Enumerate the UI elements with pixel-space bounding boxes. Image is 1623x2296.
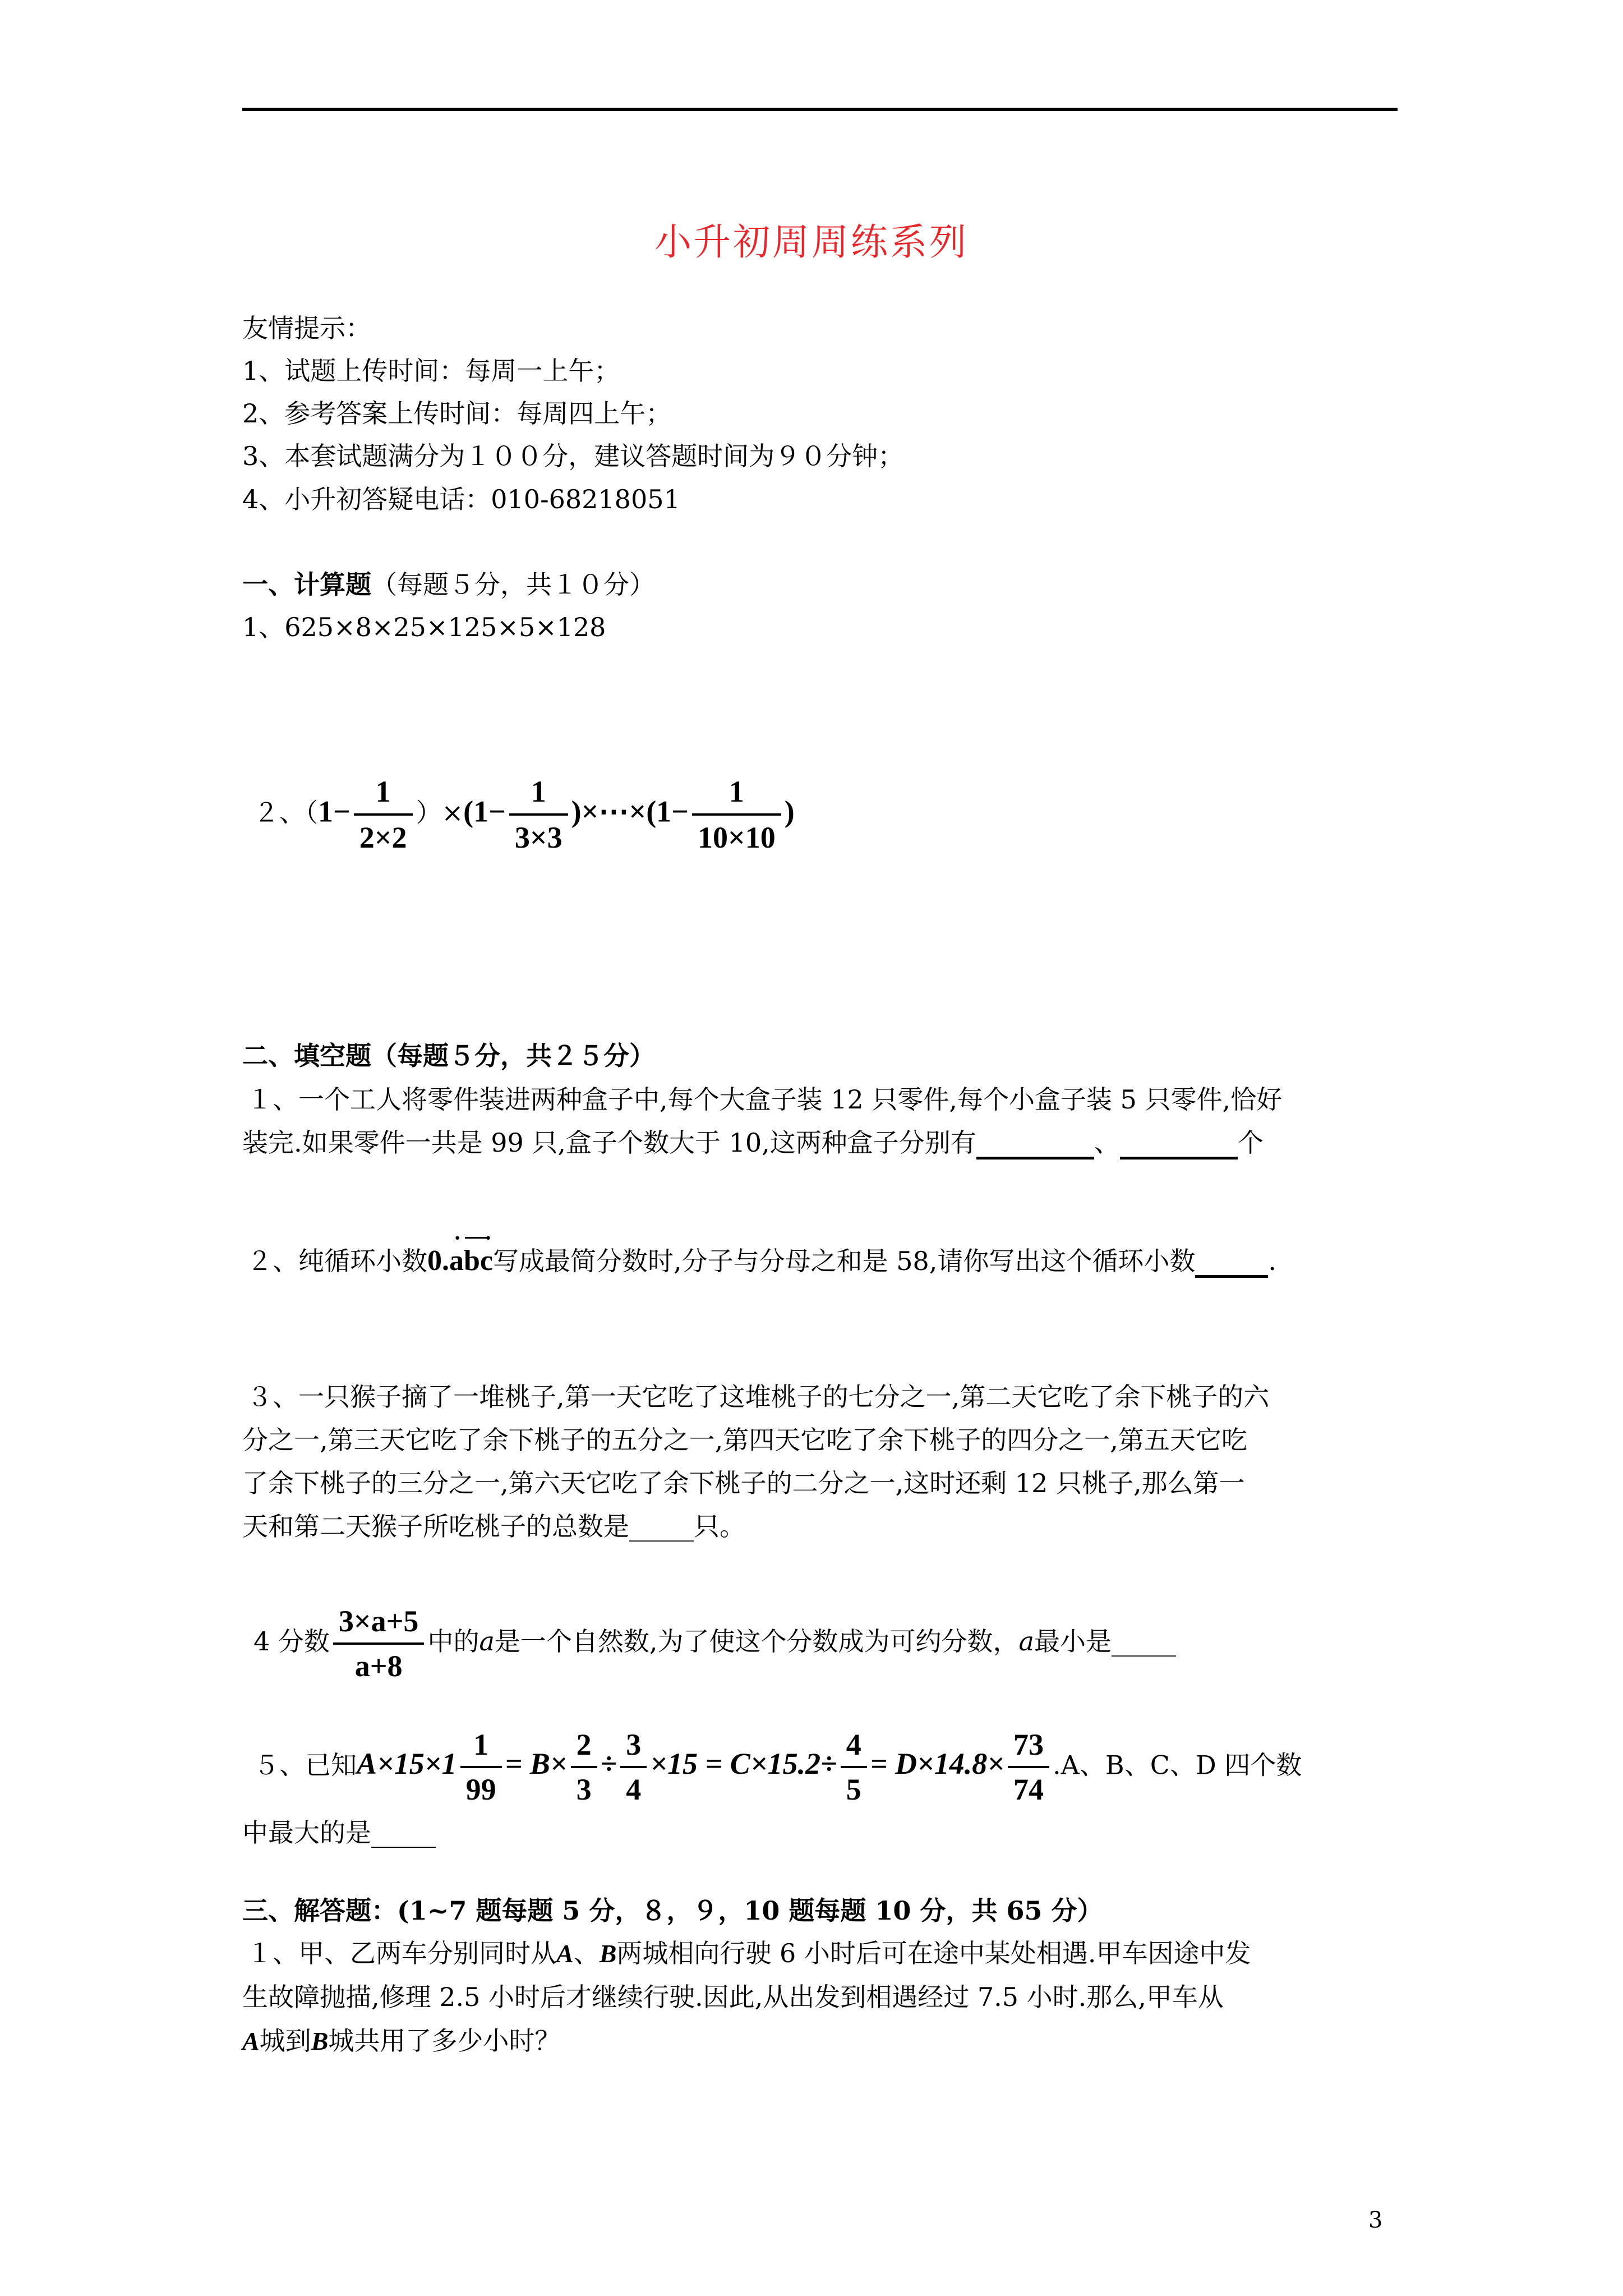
section2-heading: 二、填空题（每题５分，共２５分） bbox=[242, 1041, 655, 1071]
fraction-3: $\frac{1}{10\times 10}$ bbox=[692, 774, 781, 855]
header-rule bbox=[242, 108, 1398, 111]
section2-q1-line1: １、一个工人将零件装进两种盒子中,每个大盒子装 12 只零件,每个小盒子装 5 只零件,恰好 bbox=[247, 1084, 1283, 1115]
answer-blank-3[interactable] bbox=[1195, 1249, 1268, 1278]
section1-q2: ２、（1− $\frac{1}{2\times 2}$ ）×(1− $\frac{1}{3\times 3}$ )×⋯×(1− $\frac{1}{10\times 10}$ ) bbox=[253, 775, 795, 854]
section2-q2: ２、纯循环小数0.· ab· c写成最简分数时,分子与分母之和是 58,请你写出这个循环小数 . bbox=[247, 1244, 1276, 1278]
section2-q3-line2: 分之一,第三天它吃了余下桃子的五分之一,第四天它吃了余下桃子的四分之一,第五天它吃 bbox=[242, 1425, 1247, 1455]
fraction-q4: $\frac{3\times a+5}{a+8}$ bbox=[333, 1604, 425, 1683]
page-title: 小升初周周练系列 bbox=[654, 220, 969, 264]
fraction-1: $\frac{1}{2\times 2}$ bbox=[354, 774, 413, 855]
section2-q4: 4 分数 $\frac{3\times a+5}{a+8}$ 中的a是一个自然数,为了使这个分数成为可约分数，a最小是_____ bbox=[253, 1604, 1176, 1683]
section2-q3-line4: 天和第二天猴子所吃桃子的总数是_____只。 bbox=[242, 1511, 745, 1542]
section2-q3-line3: 了余下桃子的三分之一,第六天它吃了余下桃子的二分之一,这时还剩 12 只桃子,那么第一 bbox=[242, 1468, 1245, 1498]
tip-item-1: 1、试题上传时间：每周一上午； bbox=[242, 356, 620, 386]
section2-q1-line2: 装完.如果零件一共是 99 只,盒子个数大于 10,这两种盒子分别有 、 个 bbox=[242, 1126, 1264, 1159]
section2-q3-line1: ３、一只猴子摘了一堆桃子,第一天它吃了这堆桃子的七分之一,第二天它吃了余下桃子的六 bbox=[247, 1382, 1270, 1412]
tips-heading: 友情提示： bbox=[242, 313, 371, 343]
tip-item-2: 2、参考答案上传时间：每周四上午； bbox=[242, 398, 672, 429]
section3-heading: 三、解答题：(1~7 题每题 5 分，８，９，10 题每题 10 分，共 65 分） bbox=[242, 1895, 1103, 1926]
answer-blank-1[interactable] bbox=[976, 1131, 1094, 1159]
tip-item-3: 3、本套试题满分为１００分，建议答题时间为９０分钟； bbox=[242, 441, 904, 471]
section2-q5-line2: 中最大的是_____ bbox=[242, 1818, 436, 1848]
tip-item-4: 4、小升初答疑电话：010-68218051 bbox=[242, 484, 680, 514]
section3-q1-line1: １、甲、乙两车分别同时从A、B两城相向行驶 6 小时后可在途中某处相遇.甲车因途中发 bbox=[247, 1938, 1251, 1968]
section3-q1-line3: A城到B城共用了多少小时？ bbox=[242, 2026, 561, 2056]
section1-heading: 一、计算题（每题５分，共１０分） bbox=[242, 569, 655, 600]
section1-q1: 1、625×8×25×125×5×128 bbox=[242, 612, 606, 642]
answer-blank-2[interactable] bbox=[1120, 1131, 1238, 1159]
section2-q5: ５、已知A×15×1 $\frac{1}{99}$ = B× $\frac{2}{3}$ ÷ $\frac{3}{4}$ ×15 = C×15.2÷ $\frac{4}{5}$ = D×14.8× $\frac{73}{74}$ .A、B、C、D 四个数 bbox=[253, 1728, 1302, 1806]
fraction-2: $\frac{1}{3\times 3}$ bbox=[509, 774, 568, 855]
section3-q1-line2: 生故障抛描,修理 2.5 小时后才继续行驶.因此,从出发到相遇经过 7.5 小时.那么,甲车从 bbox=[242, 1982, 1224, 2012]
page-number: 3 bbox=[1368, 2207, 1383, 2233]
